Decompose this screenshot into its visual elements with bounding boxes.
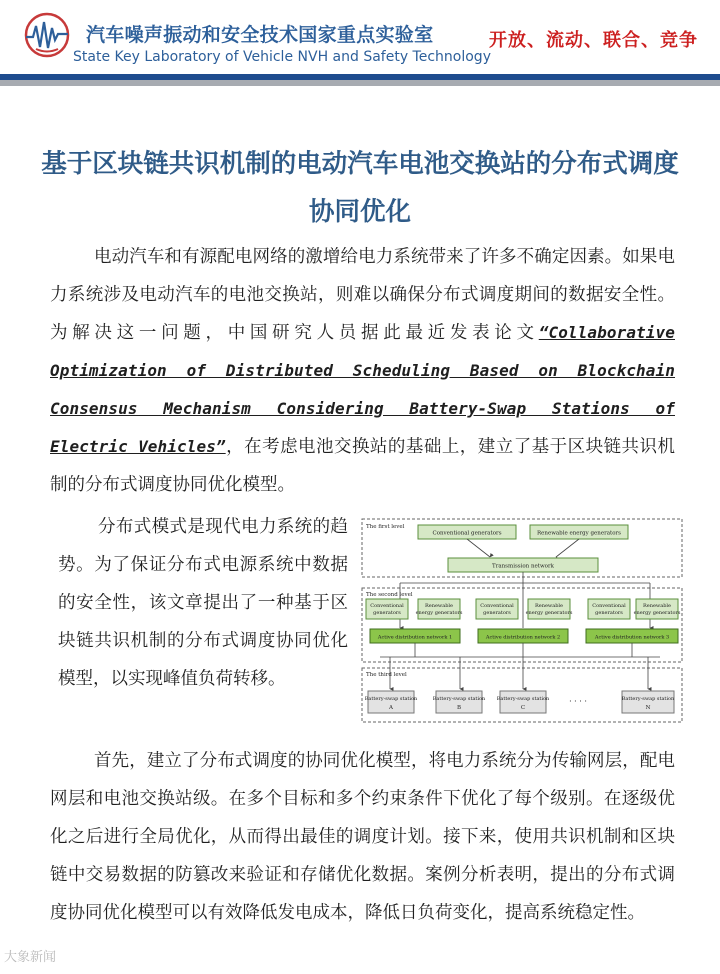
level-2-label: The second level	[366, 592, 413, 598]
svg-text:Conventional: Conventional	[592, 603, 626, 609]
svg-text:energy generators: energy generators	[633, 610, 681, 616]
lab-logo-icon	[22, 10, 72, 60]
svg-text:A: A	[389, 705, 393, 711]
svg-text:Renewable: Renewable	[535, 603, 563, 609]
svg-text:Battery-swap station: Battery-swap station	[621, 696, 675, 702]
paragraph-method	[50, 742, 675, 932]
svg-text:Renewable: Renewable	[643, 603, 671, 609]
bss-b	[433, 691, 486, 713]
renewable-generators-label: Renewable energy generators	[537, 530, 621, 537]
motto: 开放、流动、联合、竞争	[489, 30, 698, 51]
watermark: 大象新闻	[4, 950, 57, 965]
bss-c	[497, 691, 550, 713]
svg-text:generators: generators	[595, 610, 623, 616]
level-3-label: The third level	[366, 672, 407, 678]
adn-3-label: Active distribution network 3	[594, 634, 670, 641]
adn-2-label: Active distribution network 2	[485, 634, 561, 641]
architecture-figure	[360, 517, 684, 723]
svg-text:generators: generators	[373, 610, 401, 616]
paragraph-distributed	[58, 508, 348, 698]
distribution-group-1	[366, 599, 463, 643]
distribution-group-3	[586, 599, 681, 643]
svg-text:Battery-swap station: Battery-swap station	[496, 696, 550, 702]
svg-text:N: N	[645, 705, 651, 711]
conventional-generators-label: Conventional generators	[432, 530, 502, 537]
adn-1-label: Active distribution network 1	[377, 634, 453, 641]
architecture-diagram	[360, 517, 684, 723]
lab-name-en: State Key Laboratory of Vehicle NVH and Safety Technology	[73, 49, 491, 65]
bss-a	[365, 691, 418, 713]
header-rule-shadow	[0, 80, 720, 86]
svg-text:energy generators: energy generators	[415, 610, 463, 616]
intro-outro-text: ，在考虑电池交换站的基础上，建立了基于区块链共识机制的分布式调度协同优化模型。	[50, 437, 675, 495]
bss-n	[622, 691, 675, 713]
svg-text:C: C	[520, 705, 526, 711]
paragraph-intro	[50, 238, 675, 504]
intro-text: 电动汽车和有源配电网络的激增给电力系统带来了许多不确定因素。如果电力系统涉及电动汽车的电池交换站，则难以确保分布式调度期间的数据安全性。为解决这一问题，中国研究人员据此最近发表论文	[50, 247, 675, 343]
method-text: 首先，建立了分布式调度的协同优化模型，将电力系统分为传输网层，配电网层和电池交换站级。在多个目标和多个约束条件下优化了每个级别。在逐级优化之后进行全局优化，从而得出最佳的调度计划。接下来，使用共识机制和区块链中交易数据的防篡改来验证和存储优化数据。案例分析表明，提出的分布式调度协同优化模型可以有效降低发电成本，降低日负荷变化，提高系统稳定性。	[50, 751, 675, 923]
transmission-network-label: Transmission network	[492, 563, 554, 570]
distributed-text: 分布式模式是现代电力系统的趋势。为了保证分布式电源系统中数据的安全性，该文章提出了一种基于区块链共识机制的分布式调度协同优化模型，以实现峰值负荷转移。	[58, 517, 348, 689]
lab-name-cn: 汽车噪声振动和安全技术国家重点实验室	[86, 24, 434, 46]
distribution-group-2	[476, 599, 573, 643]
page-header	[0, 0, 720, 96]
paper-title-link[interactable]: “Collaborative Optimization of Distributed Scheduling Based on Blockchain Consensus Mechanism Considering Battery-Swap Stations of Electric Vehicles”	[50, 323, 675, 456]
svg-text:Battery-swap station: Battery-swap station	[432, 696, 486, 702]
svg-text:Renewable: Renewable	[425, 603, 453, 609]
svg-text:B: B	[456, 705, 462, 711]
svg-text:energy generators: energy generators	[525, 610, 573, 616]
svg-text:Conventional: Conventional	[480, 603, 514, 609]
level-1-label: The first level	[366, 524, 405, 530]
level-2-box	[362, 588, 682, 662]
article-title: 基于区块链共识机制的电动汽车电池交换站的分布式调度协同优化	[41, 149, 679, 227]
bss-ellipsis: · · · ·	[569, 697, 587, 706]
svg-text:generators: generators	[483, 610, 511, 616]
svg-text:Battery-swap station: Battery-swap station	[364, 696, 418, 702]
svg-text:Conventional: Conventional	[370, 603, 404, 609]
